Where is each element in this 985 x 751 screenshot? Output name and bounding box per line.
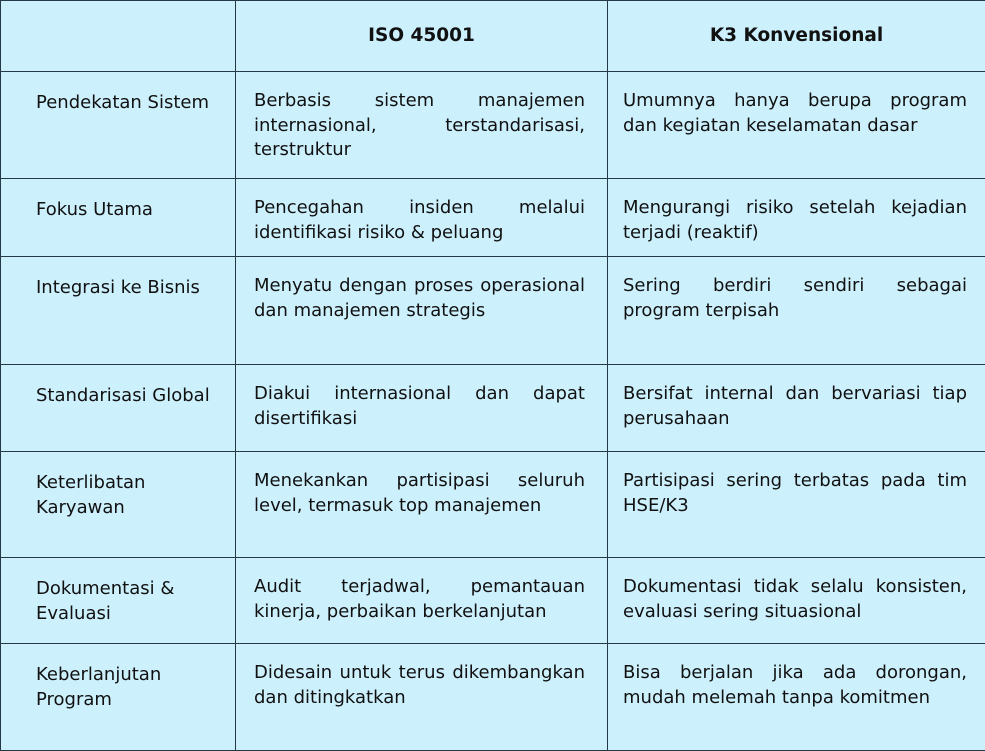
table-row bbox=[1, 257, 985, 365]
k3-cell: Sering berdiri sendiri sebagai program terpisah bbox=[608, 257, 985, 365]
header-k3-konvensional: K3 Konvensional bbox=[608, 1, 985, 72]
k3-cell: Umumnya hanya berupa program dan kegiatan keselamatan dasar bbox=[608, 72, 985, 179]
k3-cell: Partisipasi sering terbatas pada tim HSE/K3 bbox=[608, 452, 985, 558]
iso-cell: Audit terjadwal, pemantauan kinerja, perbaikan berkelanjutan bbox=[236, 558, 608, 644]
aspect-cell: Keberlanjutan Program bbox=[1, 644, 236, 751]
aspect-cell: Standarisasi Global bbox=[1, 365, 236, 452]
iso-cell: Pencegahan insiden melalui identifikasi risiko & peluang bbox=[236, 179, 608, 257]
table-row bbox=[1, 72, 985, 179]
aspect-cell: Pendekatan Sistem bbox=[1, 72, 236, 179]
k3-cell: Dokumentasi tidak selalu konsisten, evaluasi sering situasional bbox=[608, 558, 985, 644]
header-iso-45001: ISO 45001 bbox=[236, 1, 608, 72]
iso-cell: Didesain untuk terus dikembangkan dan ditingkatkan bbox=[236, 644, 608, 751]
aspect-cell: Integrasi ke Bisnis bbox=[1, 257, 236, 365]
table-row bbox=[1, 365, 985, 452]
table-row bbox=[1, 644, 985, 751]
iso-cell: Menyatu dengan proses operasional dan manajemen strategis bbox=[236, 257, 608, 365]
aspect-cell: Keterlibatan Karyawan bbox=[1, 452, 236, 558]
iso-cell: Menekankan partisipasi seluruh level, termasuk top manajemen bbox=[236, 452, 608, 558]
table-row bbox=[1, 179, 985, 257]
header-row bbox=[1, 1, 985, 72]
k3-cell: Bersifat internal dan bervariasi tiap perusahaan bbox=[608, 365, 985, 452]
iso-cell: Diakui internasional dan dapat disertifikasi bbox=[236, 365, 608, 452]
aspect-cell: Dokumentasi & Evaluasi bbox=[1, 558, 236, 644]
table-row bbox=[1, 558, 985, 644]
k3-cell: Mengurangi risiko setelah kejadian terjadi (reaktif) bbox=[608, 179, 985, 257]
k3-cell: Bisa berjalan jika ada dorongan, mudah melemah tanpa komitmen bbox=[608, 644, 985, 751]
table-row bbox=[1, 452, 985, 558]
header-aspect bbox=[1, 1, 236, 72]
iso-cell: Berbasis sistem manajemen internasional, terstandarisasi, terstruktur bbox=[236, 72, 608, 179]
aspect-cell: Fokus Utama bbox=[1, 179, 236, 257]
